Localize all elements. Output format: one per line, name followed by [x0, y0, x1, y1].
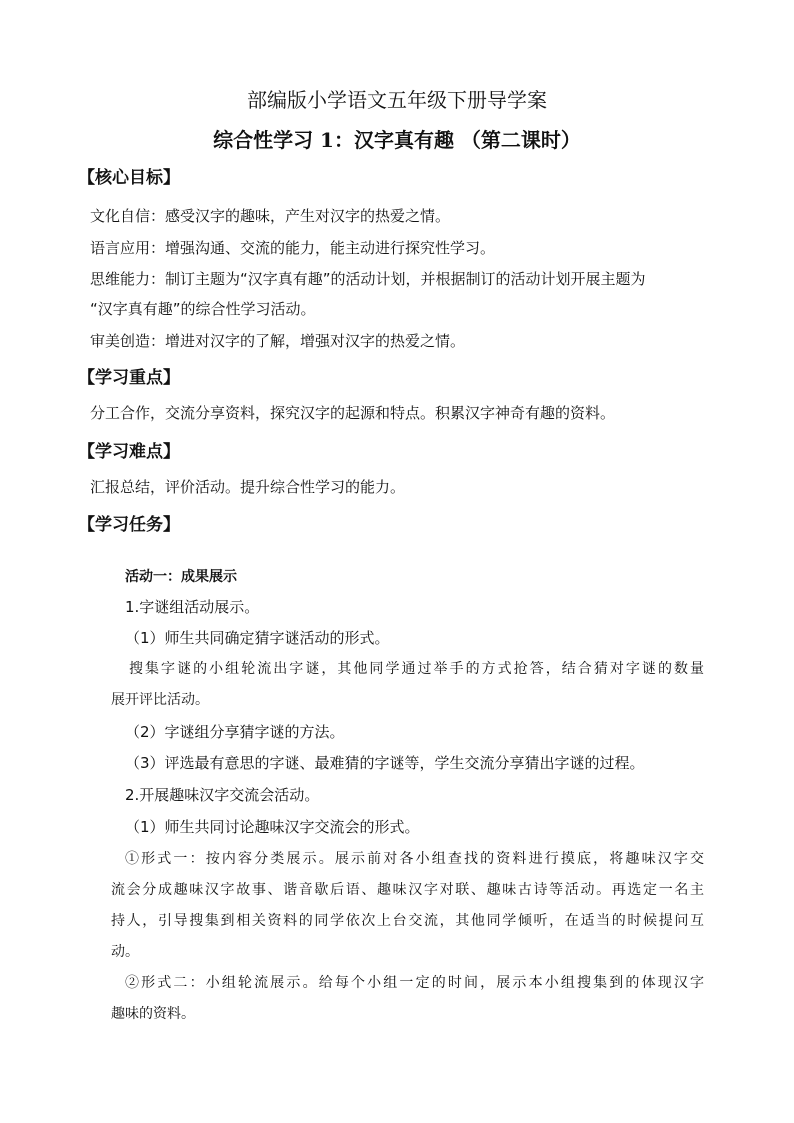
task-line-7: 2.开展趣味汉字交流会活动。	[125, 786, 320, 804]
core-goals-line-3: 思维能力：制订主题为“汉字真有趣”的活动计划，并根据制订的活动计划开展主题为	[90, 270, 646, 288]
task-line-13: ②形式二：小组轮流展示。给每个小组一定的时间，展示本小组搜集到的体现汉字	[125, 975, 704, 991]
focus-line: 分工合作，交流分享资料，探究汉字的起源和特点。积累汉字神奇有趣的资料。	[90, 404, 616, 422]
task-line-8: （1）师生共同讨论趣味汉字交流会的形式。	[125, 818, 420, 836]
task-line-2: （1）师生共同确定猜字谜活动的形式。	[125, 629, 390, 647]
core-goals-line-1: 文化自信：感受汉字的趣味，产生对汉字的热爱之情。	[90, 207, 451, 225]
task-line-14: 趣味的资料。	[111, 1006, 195, 1022]
task-line-12: 动。	[111, 944, 139, 960]
activity-title: 活动一：成果展示	[125, 569, 237, 585]
task-line-1: 1.字谜组活动展示。	[125, 598, 260, 616]
tasks-heading: 【学习任务】	[78, 515, 180, 535]
task-line-9: ①形式一：按内容分类展示。展示前对各小组查找的资料进行摸底，将趣味汉字交	[125, 851, 704, 867]
focus-heading: 【学习重点】	[78, 368, 180, 388]
difficulty-heading: 【学习难点】	[78, 442, 180, 462]
core-goals-heading: 【核心目标】	[78, 168, 180, 188]
core-goals-line-5: 审美创造：增进对汉字的了解，增强对汉字的热爱之情。	[90, 332, 466, 350]
task-line-3: 搜集字谜的小组轮流出字谜，其他同学通过举手的方式抢答，结合猜对字谜的数量	[129, 661, 704, 677]
document-title: 部编版小学语文五年级下册导学案	[247, 88, 547, 112]
task-line-4: 展开评比活动。	[111, 692, 209, 708]
core-goals-line-2: 语言应用：增强沟通、交流的能力，能主动进行探究性学习。	[90, 239, 496, 257]
task-line-11: 持人，引导搜集到相关资料的同学依次上台交流，其他同学倾听，在适当的时候提问互	[111, 913, 704, 929]
core-goals-line-4: “汉字真有趣”的综合性学习活动。	[90, 300, 316, 318]
task-line-10: 流会分成趣味汉字故事、谐音歇后语、趣味汉字对联、趣味古诗等活动。再选定一名主	[111, 882, 704, 898]
task-line-6: （3）评选最有意思的字谜、最难猜的字谜等，学生交流分享猜出字谜的过程。	[125, 754, 645, 772]
lesson-title: 综合性学习 1：汉字真有趣 （第二课时）	[213, 128, 581, 152]
difficulty-line: 汇报总结，评价活动。提升综合性学习的能力。	[90, 478, 406, 496]
task-line-5: （2）字谜组分享猜字谜的方法。	[125, 723, 345, 741]
